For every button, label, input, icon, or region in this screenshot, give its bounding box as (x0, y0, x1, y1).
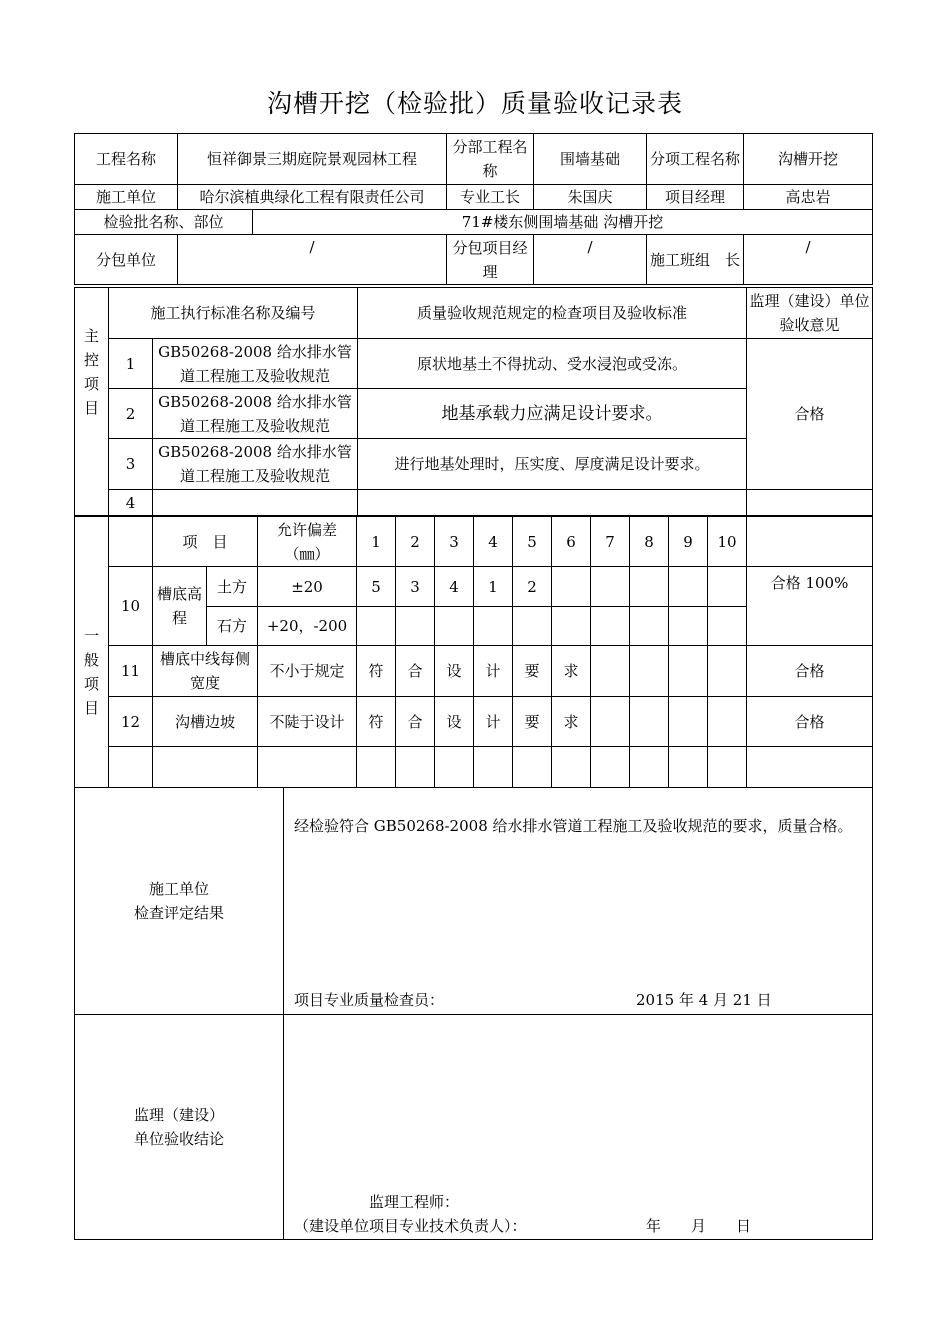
empty-cell (591, 747, 630, 788)
row11-val (630, 646, 669, 697)
row12-result: 合格 (747, 697, 873, 747)
row10a-val (552, 567, 591, 607)
supervision-header: 监理（建设）单位验收意见 (747, 288, 873, 339)
empty-cell (552, 747, 591, 788)
col-header: 7 (591, 517, 630, 567)
row11-val: 设 (435, 646, 474, 697)
row12-val (630, 697, 669, 747)
general-header-empty (109, 517, 153, 567)
subitem-value: 沟槽开挖 (744, 134, 873, 185)
division-value: 围墙基础 (534, 134, 647, 185)
row10a-val (669, 567, 708, 607)
row10-result: 合格 100% (747, 567, 873, 646)
pm-value: 高忠岩 (744, 185, 873, 210)
contractor-check-content (284, 788, 873, 1015)
row12-val: 符 (357, 697, 396, 747)
project-value: 恒祥御景三期庭院景观园林工程 (178, 134, 447, 185)
row10b-val (513, 607, 552, 646)
contractor-check-text: 经检验符合 GB50268-2008 给水排水管道工程施工及验收规范的要求，质量合格。 (294, 817, 853, 835)
subcontractor-value: / (178, 235, 447, 285)
row11-val: 求 (552, 646, 591, 697)
sub-pm-label: 分包项目经 理 (447, 235, 534, 285)
row12-name: 沟槽边坡 (153, 697, 258, 747)
row12-val: 计 (474, 697, 513, 747)
row10a-val: 4 (435, 567, 474, 607)
row10a-tol: ±20 (258, 567, 357, 607)
row12-val: 求 (552, 697, 591, 747)
row10a-val: 3 (396, 567, 435, 607)
empty-cell (396, 747, 435, 788)
row11-val: 要 (513, 646, 552, 697)
general-section-label: 一般项目 (75, 517, 109, 788)
col-header: 2 (396, 517, 435, 567)
supervision-content (284, 1015, 873, 1240)
row10b-val (435, 607, 474, 646)
empty-cell (109, 747, 153, 788)
subitem-label: 分项工程名称 (647, 134, 744, 185)
main-row-req: 进行地基处理时，压实度、厚度满足设计要求。 (358, 439, 747, 490)
engineer-label: 监理工程师： (369, 1193, 460, 1211)
check-header: 质量验收规范规定的检查项目及验收标准 (358, 288, 747, 339)
col-header: 6 (552, 517, 591, 567)
row10a-val (630, 567, 669, 607)
row10a-val (708, 567, 747, 607)
empty-cell (513, 747, 552, 788)
main-row-std: GB50268-2008 给水排水管道工程施工及验收规范 (153, 339, 358, 389)
row11-val (591, 646, 630, 697)
contractor-label: 施工单位 (75, 185, 178, 210)
header-table (74, 133, 873, 285)
main-items-table (74, 287, 873, 516)
batch-value: 71#楼东侧围墙基础 沟槽开挖 (253, 210, 873, 235)
inspection-date: 2015 年 4 月 21 日 (636, 991, 772, 1009)
row11-name: 槽底中线每侧宽度 (153, 646, 258, 697)
empty-cell (669, 747, 708, 788)
main-row-no: 1 (109, 339, 153, 389)
main-section-label: 主控项目 (75, 288, 109, 516)
inspector-label: 项目专业质量检查员： (294, 991, 445, 1009)
col-header: 10 (708, 517, 747, 567)
team-value: / (744, 235, 873, 285)
main-row-std (153, 490, 358, 516)
conclusion-table (74, 787, 873, 1240)
main-row-no: 4 (109, 490, 153, 516)
sub-pm-value: / (534, 235, 647, 285)
row10b-tol: +20，-200 (258, 607, 357, 646)
row10a-val (591, 567, 630, 607)
row11-val (669, 646, 708, 697)
col-header: 9 (669, 517, 708, 567)
row11-result: 合格 (747, 646, 873, 697)
general-items-table (74, 516, 873, 788)
empty-cell (474, 747, 513, 788)
col-header: 4 (474, 517, 513, 567)
foreman-value: 朱国庆 (534, 185, 647, 210)
pm-label: 项目经理 (647, 185, 744, 210)
row10a-val: 5 (357, 567, 396, 607)
row12-val: 要 (513, 697, 552, 747)
main-row-no: 2 (109, 389, 153, 439)
general-result-header-empty (747, 517, 873, 567)
row12-tol: 不陡于设计 (258, 697, 357, 747)
empty-cell (630, 747, 669, 788)
division-label: 分部工程名称 (447, 134, 534, 185)
row10b-val (474, 607, 513, 646)
col-header: 3 (435, 517, 474, 567)
batch-label: 检验批名称、部位 (75, 210, 253, 235)
owner-label: （建设单位项目专业技术负责人）： (294, 1217, 527, 1235)
main-row-req (358, 490, 747, 516)
empty-cell (708, 747, 747, 788)
row11-val: 计 (474, 646, 513, 697)
col-header: 8 (630, 517, 669, 567)
row10b-sub: 石方 (207, 607, 258, 646)
row10a-sub: 土方 (207, 567, 258, 607)
main-row-std: GB50268-2008 给水排水管道工程施工及验收规范 (153, 439, 358, 490)
empty-cell (747, 747, 873, 788)
row11-val: 符 (357, 646, 396, 697)
row11-val (708, 646, 747, 697)
row11-no: 11 (109, 646, 153, 697)
row10-name: 槽底高程 (153, 567, 207, 646)
row10-no: 10 (109, 567, 153, 646)
tolerance-header: 允许偏差（㎜） (258, 517, 357, 567)
row12-val (708, 697, 747, 747)
row10a-val: 2 (513, 567, 552, 607)
row10b-val (591, 607, 630, 646)
foreman-label: 专业工长 (447, 185, 534, 210)
main-row-no: 3 (109, 439, 153, 490)
row10b-val (552, 607, 591, 646)
row10b-val (708, 607, 747, 646)
team-label: 施工班组 长 (647, 235, 744, 285)
page-title: 沟槽开挖（检验批）质量验收记录表 (266, 89, 683, 118)
row12-val: 合 (396, 697, 435, 747)
row11-tol: 不小于规定 (258, 646, 357, 697)
row12-val (669, 697, 708, 747)
row10b-val (396, 607, 435, 646)
row12-no: 12 (109, 697, 153, 747)
row10b-val (669, 607, 708, 646)
std-header: 施工执行标准名称及编号 (109, 288, 358, 339)
row10a-val: 1 (474, 567, 513, 607)
supervision-date: 年 月 日 (646, 1217, 752, 1235)
project-label: 工程名称 (75, 134, 178, 185)
subcontractor-label: 分包单位 (75, 235, 178, 285)
supervision-label: 监理（建设） 单位验收结论 (75, 1015, 284, 1240)
main-row-result-empty (747, 490, 873, 516)
col-header: 5 (513, 517, 552, 567)
col-header: 1 (357, 517, 396, 567)
main-row-req: 地基承载力应满足设计要求。 (358, 389, 747, 439)
empty-cell (153, 747, 258, 788)
contractor-value: 哈尔滨植典绿化工程有限责任公司 (178, 185, 447, 210)
row11-val: 合 (396, 646, 435, 697)
contractor-check-label: 施工单位 检查评定结果 (75, 788, 284, 1015)
item-header: 项 目 (153, 517, 258, 567)
empty-cell (357, 747, 396, 788)
row12-val: 设 (435, 697, 474, 747)
row12-val (591, 697, 630, 747)
main-row-std: GB50268-2008 给水排水管道工程施工及验收规范 (153, 389, 358, 439)
empty-cell (258, 747, 357, 788)
main-result: 合格 (747, 339, 873, 490)
row10b-val (630, 607, 669, 646)
empty-cell (435, 747, 474, 788)
main-row-req: 原状地基土不得扰动、受水浸泡或受冻。 (358, 339, 747, 389)
row10b-val (357, 607, 396, 646)
